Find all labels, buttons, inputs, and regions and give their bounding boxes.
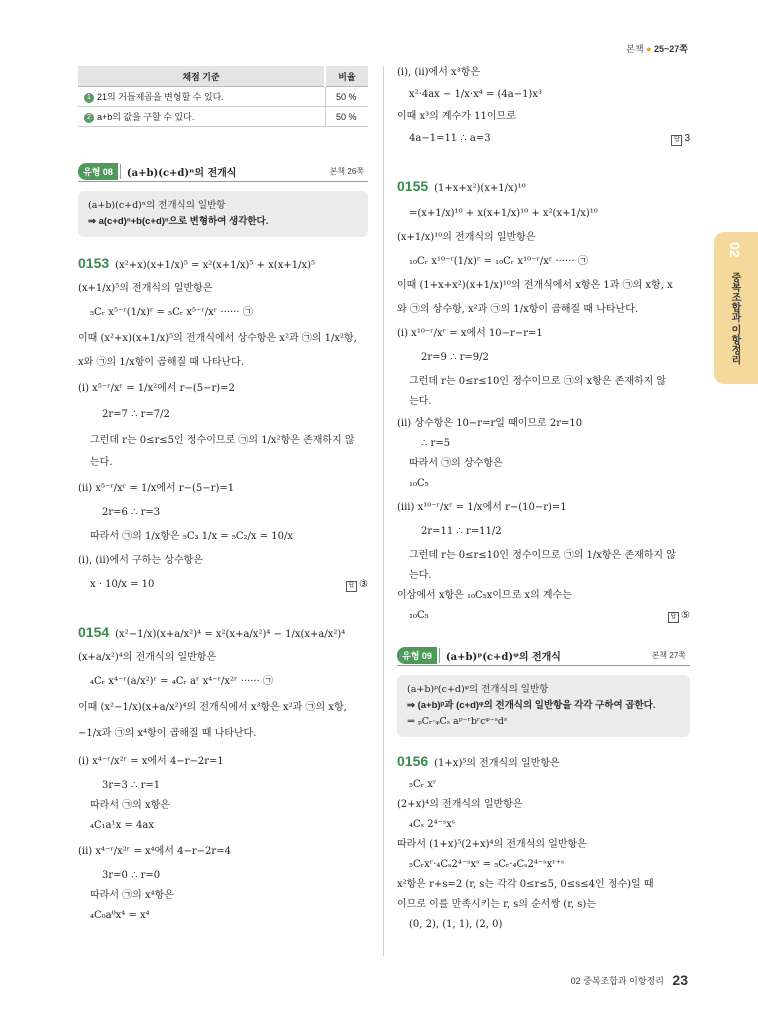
summary-line: ⇒ a(c+d)ⁿ+b(c+d)ⁿ으로 변형하여 생각한다. (88, 216, 269, 227)
solution-line: 그런데 r는 0≤r≤10인 정수이므로 ㉠의 x항은 존재하지 않 (409, 376, 667, 387)
bullet-icon: ● (646, 44, 652, 54)
problem-0153 (78, 253, 368, 592)
solution-line: 2r=11 ∴ r=11/2 (421, 526, 502, 537)
type-08-header (78, 161, 368, 182)
type-title: (a+b)ᵖ(c+d)ᵠ의 전개식 (439, 648, 652, 663)
solution-line: ₄Cₛ 2⁴⁻ˢxˢ (409, 819, 456, 830)
problem-number: 0153 (78, 255, 110, 271)
solution-line: (ii) x⁵⁻ʳ/xʳ = 1/x에서 r−(5−r)=1 (78, 483, 235, 494)
solution-line: (i) x¹⁰⁻ʳ/xʳ = x에서 10−r−r=1 (397, 328, 543, 339)
criteria-header: 채점 기준 (78, 66, 325, 87)
page-reference (626, 42, 688, 55)
solution-line: 이때 (x²−1/x)(x+a/x²)⁴의 전개식에서 x³항은 x²과 ㉠의 x항, (78, 702, 347, 713)
ratio-value: 50 % (325, 87, 368, 107)
summary-line: ⇒ ₚCᵣ·ᵩCₛ aᵖ⁻ʳbʳcᵠ⁻ˢdˢ (407, 716, 508, 727)
solution-line: x²·4ax − 1/x·x⁴ = (4a−1)x³ (409, 89, 542, 100)
left-column (78, 66, 368, 923)
summary-line: (a+b)(c+d)ⁿ의 전개식의 일반항 (88, 200, 226, 211)
solution-line: 그런데 r는 0≤r≤10인 정수이므로 ㉠의 1/x항은 존재하지 않 (409, 550, 676, 561)
solution-line: (ii) x⁴⁻ʳ/x²ʳ = x⁴에서 4−r−2r=4 (78, 846, 231, 857)
solution-line: x · 10/x = 10 (90, 579, 155, 590)
solution-line: 그런데 r는 0≤r≤5인 정수이므로 ㉠의 1/x²항은 존재하지 않 (90, 435, 355, 446)
solution-line: 2r=6 ∴ r=3 (102, 507, 161, 518)
type-09-header (397, 645, 690, 666)
type-tag: 유형 09 (397, 647, 437, 664)
answer (671, 132, 690, 146)
solution-line: 2r=9 ∴ r=9/2 (421, 352, 489, 363)
solution-line: (x+1/x)¹⁰의 전개식의 일반항은 (397, 232, 536, 243)
solution-line: ₄C₁a¹x = 4ax (90, 820, 154, 831)
solution-line: (2+x)⁴의 전개식의 일반항은 (397, 799, 523, 810)
solution-line: 와 ㉠의 상수항, x²과 ㉠의 1/x항이 곱해질 때 나타난다. (397, 304, 639, 315)
number-badge: 1 (84, 93, 94, 103)
solution-line: (i), (ii)에서 구하는 상수항은 (78, 555, 203, 566)
chapter-number: 02 (727, 242, 743, 258)
answer (346, 578, 368, 592)
solution-line: ₅Cᵣ xʳ (409, 779, 437, 790)
solution-line: 따라서 ㉠의 상수항은 (409, 458, 503, 469)
solution-line: −1/x과 ㉠의 x⁴항이 곱해질 때 나타난다. (78, 728, 257, 739)
type-09-summary (397, 675, 690, 737)
type-ref: 본책 26쪽 (329, 166, 364, 176)
solution-line: 는다. (409, 570, 432, 581)
solution-line: (i) x⁵⁻ʳ/xʳ = 1/x²에서 r−(5−r)=2 (78, 383, 235, 394)
problem-0156 (397, 751, 690, 932)
problem-0155 (397, 176, 690, 623)
solution-line: (ii) 상수항은 10−r=r일 때이므로 2r=10 (397, 418, 583, 429)
right-column (397, 66, 690, 932)
answer-value: ⑤ (681, 610, 690, 621)
solution-line: (x+1/x)⁵의 전개식의 일반항은 (78, 283, 213, 294)
ratio-value: 50 % (325, 107, 368, 127)
scoring-table (78, 66, 368, 127)
problem-0154 (78, 622, 368, 923)
answer-icon: 답 (346, 581, 357, 592)
problem-number: 0154 (78, 624, 110, 640)
solution-line: 2r=7 ∴ r=7/2 (102, 409, 170, 420)
solution-line: ₁₀C₅ (409, 478, 429, 489)
table-row (78, 87, 368, 107)
problem-number: 0156 (397, 753, 429, 769)
solution-line: ₄Cᵣ x⁴⁻ʳ(a/x²)ʳ = ₄Cᵣ aʳ x⁴⁻ʳ/x²ʳ ······ ㉠ (90, 676, 273, 687)
solution-line: 이때 (1+x+x²)(x+1/x)¹⁰의 전개식에서 x항은 1과 ㉠의 x항, x (397, 280, 673, 291)
page-number: 23 (672, 972, 688, 988)
solution-line: ₅Cᵣ x⁵⁻ʳ(1/x)ʳ = ₅Cᵣ x⁵⁻ʳ/xʳ ······ ㉠ (90, 307, 253, 318)
problem-0154-continued (397, 66, 690, 146)
solution-line: =(x+1/x)¹⁰ + x(x+1/x)¹⁰ + x²(x+1/x)¹⁰ (409, 208, 598, 219)
solution-line: (i) x⁴⁻ʳ/x²ʳ = x에서 4−r−2r=1 (78, 756, 224, 767)
solution-line: (x²−1/x)(x+a/x²)⁴ = x²(x+a/x²)⁴ − 1/x(x+a/x²)⁴ (115, 629, 346, 640)
solution-line: ₄C₀a⁰x⁴ = x⁴ (90, 910, 150, 921)
solution-line: (i), (ii)에서 x³항은 (397, 67, 481, 78)
solution-line: ₅Cᵣxʳ·₄Cₛ2⁴⁻ˢxˢ = ₅Cᵣ·₄Cₛ2⁴⁻ˢxʳ⁺ˢ (409, 859, 565, 870)
solution-line: ∴ r=5 (421, 438, 451, 449)
page-range: 25~27쪽 (654, 44, 688, 54)
solution-line: 이때 x³의 계수가 11이므로 (397, 111, 516, 122)
type-title: (a+b)(c+d)ⁿ의 전개식 (120, 164, 330, 179)
solution-line: 이상에서 x항은 ₁₀C₅x이므로 x의 계수는 (397, 590, 572, 601)
solution-line: 3r=0 ∴ r=0 (102, 870, 161, 881)
solution-line: (1+x)⁵의 전개식의 일반항은 (434, 758, 560, 769)
solution-line: 따라서 (1+x)⁵(2+x)⁴의 전개식의 일반항은 (397, 839, 587, 850)
summary-line: (a+b)ᵖ(c+d)ᵠ의 전개식의 일반항 (407, 684, 549, 695)
solution-line: ₁₀Cᵣ x¹⁰⁻ʳ(1/x)ʳ = ₁₀Cᵣ x¹⁰⁻ʳ/xʳ ······ ㉠ (409, 256, 588, 267)
solution-line: (1+x+x²)(x+1/x)¹⁰ (434, 183, 526, 194)
answer-value: ③ (359, 579, 368, 590)
solution-line: 이때 (x²+x)(x+1/x)⁵의 전개식에서 상수항은 x²과 ㉠의 1/x²항, (78, 333, 357, 344)
answer-value: 3 (684, 133, 690, 144)
ratio-header: 비율 (325, 66, 368, 87)
solution-line: (x²+x)(x+1/x)⁵ = x²(x+1/x)⁵ + x(x+1/x)⁵ (115, 260, 315, 271)
solution-line: (0, 2), (1, 1), (2, 0) (409, 919, 503, 930)
chapter-name: 중복조합과 이항정리 (729, 272, 740, 365)
solution-line: x²항은 r+s=2 (r, s는 각각 0≤r≤5, 0≤s≤4인 정수)일 때 (397, 879, 654, 890)
answer (668, 609, 690, 623)
page-footer (571, 972, 688, 988)
solution-line: ₁₀C₅ (409, 610, 429, 621)
chapter-side-tab (714, 232, 758, 384)
footer-chapter: 02 중복조합과 이항정리 (570, 976, 664, 986)
solution-line: 따라서 ㉠의 1/x항은 ₅C₃ 1/x = ₅C₂/x = 10/x (90, 531, 293, 542)
solution-line: 따라서 ㉠의 x⁴항은 (90, 890, 174, 901)
solution-line: 는다. (90, 457, 113, 468)
answer-icon: 답 (668, 612, 679, 623)
type-ref: 본책 27쪽 (651, 650, 686, 660)
criteria-text: 21의 거듭제곱을 변형할 수 있다. (97, 92, 224, 102)
answer-icon: 답 (671, 135, 682, 146)
criteria-text: a+b의 값을 구할 수 있다. (97, 112, 195, 122)
solution-line: 따라서 ㉠의 x항은 (90, 800, 170, 811)
table-row (78, 107, 368, 127)
solution-line: (x+a/x²)⁴의 전개식의 일반항은 (78, 652, 217, 663)
solution-line: 는다. (409, 396, 432, 407)
solution-line: 3r=3 ∴ r=1 (102, 780, 161, 791)
column-divider (383, 66, 384, 956)
book-label: 본책 (626, 44, 644, 54)
summary-line: ⇒ (a+b)ᵖ과 (c+d)ᵠ의 전개식의 일반항을 각각 구하여 곱한다. (407, 700, 656, 711)
solution-line: 4a−1=11 ∴ a=3 (409, 133, 491, 144)
problem-number: 0155 (397, 178, 429, 194)
solution-line: x와 ㉠의 1/x항이 곱해질 때 나타난다. (78, 357, 245, 368)
solution-line: (iii) x¹⁰⁻ʳ/xʳ = 1/x에서 r−(10−r)=1 (397, 502, 567, 513)
number-badge: 2 (84, 113, 94, 123)
type-tag: 유형 08 (78, 163, 118, 180)
type-08-summary (78, 191, 368, 237)
solution-line: 이므로 이를 만족시키는 r, s의 순서쌍 (r, s)는 (397, 899, 596, 910)
